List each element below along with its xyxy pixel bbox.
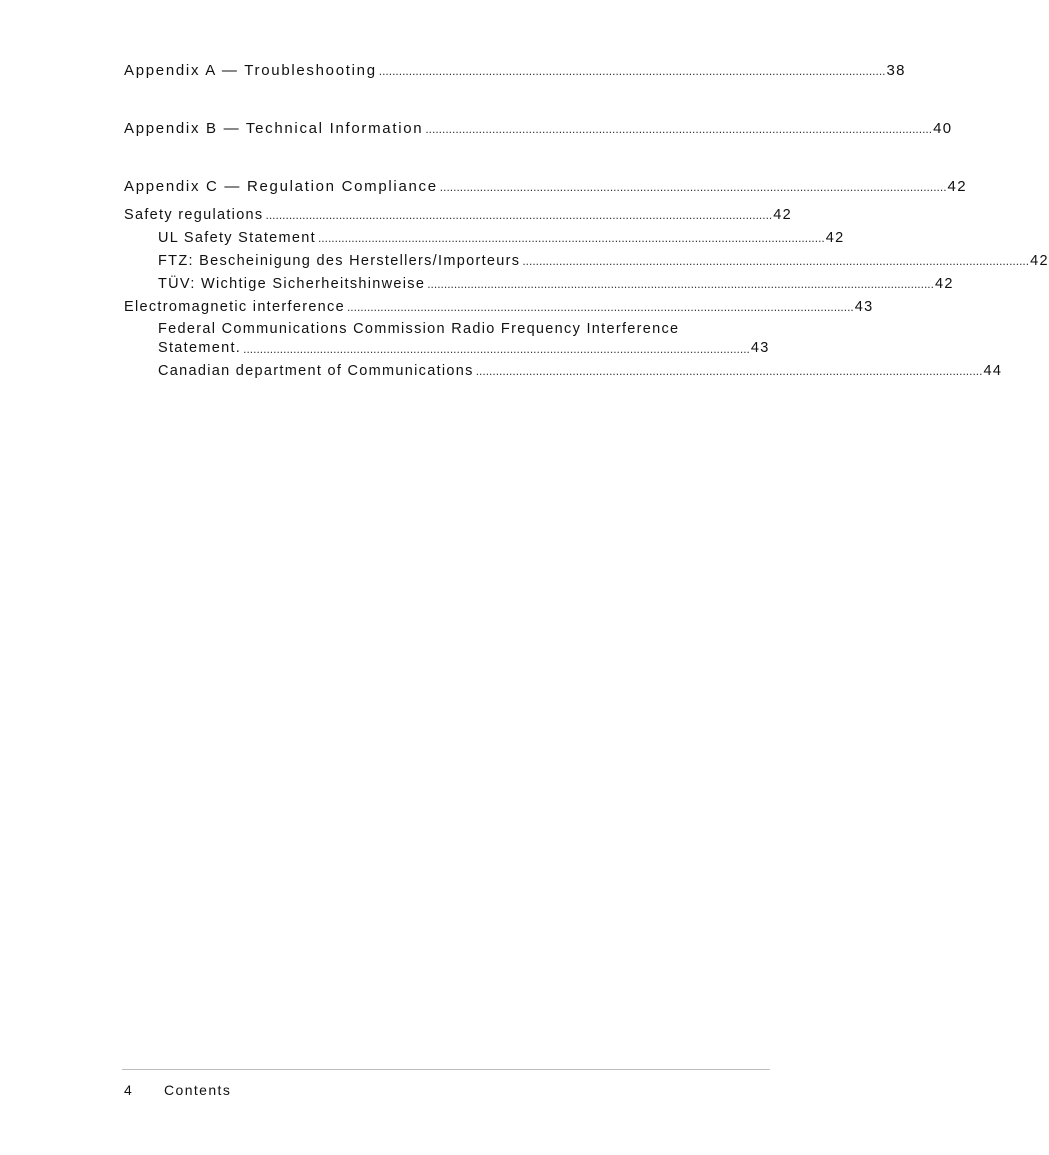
table-of-contents (124, 60, 1049, 380)
toc-page-number: 40 (933, 120, 953, 137)
footer-section-name: Contents (164, 1082, 232, 1098)
toc-entry-appendix-a[interactable] (124, 62, 906, 80)
toc-title: Electromagnetic interference (124, 299, 345, 315)
toc-entry-appendix-b[interactable] (124, 120, 953, 138)
dot-leader: ........................................................................................................................................................ (265, 208, 773, 222)
toc-entry-ftz[interactable] (124, 252, 1049, 270)
toc-page-number: 42 (947, 178, 967, 195)
dot-leader: ........................................................................................................................................................ (243, 342, 750, 356)
toc-page-number: 38 (886, 62, 906, 79)
toc-title: TÜV: Wichtige Sicherheitshinweise (158, 276, 426, 292)
toc-entry-tuv[interactable] (124, 275, 954, 293)
toc-entry-fcc-statement[interactable] (124, 320, 770, 358)
toc-entry-ul-safety[interactable] (124, 229, 845, 247)
toc-title: FTZ: Bescheinigung des Herstellers/Importeurs (158, 253, 521, 269)
footer-page-number: 4 (124, 1082, 134, 1098)
toc-page-number: 43 (750, 340, 770, 356)
dot-leader: ........................................................................................................................................................ (427, 277, 934, 291)
dot-leader: ........................................................................................................................................................ (439, 180, 947, 194)
toc-title-line-2: Statement. (158, 340, 242, 356)
dot-leader: ........................................................................................................................................................ (378, 64, 886, 78)
toc-entry-electromagnetic-interference[interactable] (124, 298, 874, 316)
dot-leader: ........................................................................................................................................................ (522, 254, 1030, 268)
dot-leader: ........................................................................................................................................................ (425, 122, 933, 136)
dot-leader: ........................................................................................................................................................ (346, 300, 854, 314)
toc-page-number: 42 (934, 276, 954, 292)
toc-title-line-2-row (158, 339, 770, 358)
toc-title: Appendix A — Troubleshooting (124, 62, 377, 79)
dot-leader: ........................................................................................................................................................ (475, 364, 983, 378)
toc-title: Appendix C — Regulation Compliance (124, 178, 438, 195)
toc-title: Appendix B — Technical Information (124, 120, 424, 137)
toc-title: Canadian department of Communications (158, 363, 474, 379)
toc-title: Safety regulations (124, 207, 264, 223)
toc-page-number: 43 (854, 299, 874, 315)
dot-leader: ........................................................................................................................................................ (317, 231, 825, 245)
toc-title-line-1: Federal Communications Commission Radio Frequency Interference (158, 321, 680, 337)
toc-entry-canadian-department[interactable] (124, 362, 1003, 380)
toc-page-number: 42 (825, 230, 845, 246)
page-footer (124, 1082, 231, 1098)
toc-page-number: 42 (773, 207, 792, 223)
toc-title: UL Safety Statement (158, 230, 316, 246)
toc-entry-safety-regulations[interactable] (124, 206, 792, 224)
toc-entry-appendix-c[interactable] (124, 178, 967, 196)
toc-page-number: 44 (983, 363, 1003, 379)
toc-page-number: 42 (1030, 253, 1049, 269)
footer-divider (122, 1069, 770, 1070)
